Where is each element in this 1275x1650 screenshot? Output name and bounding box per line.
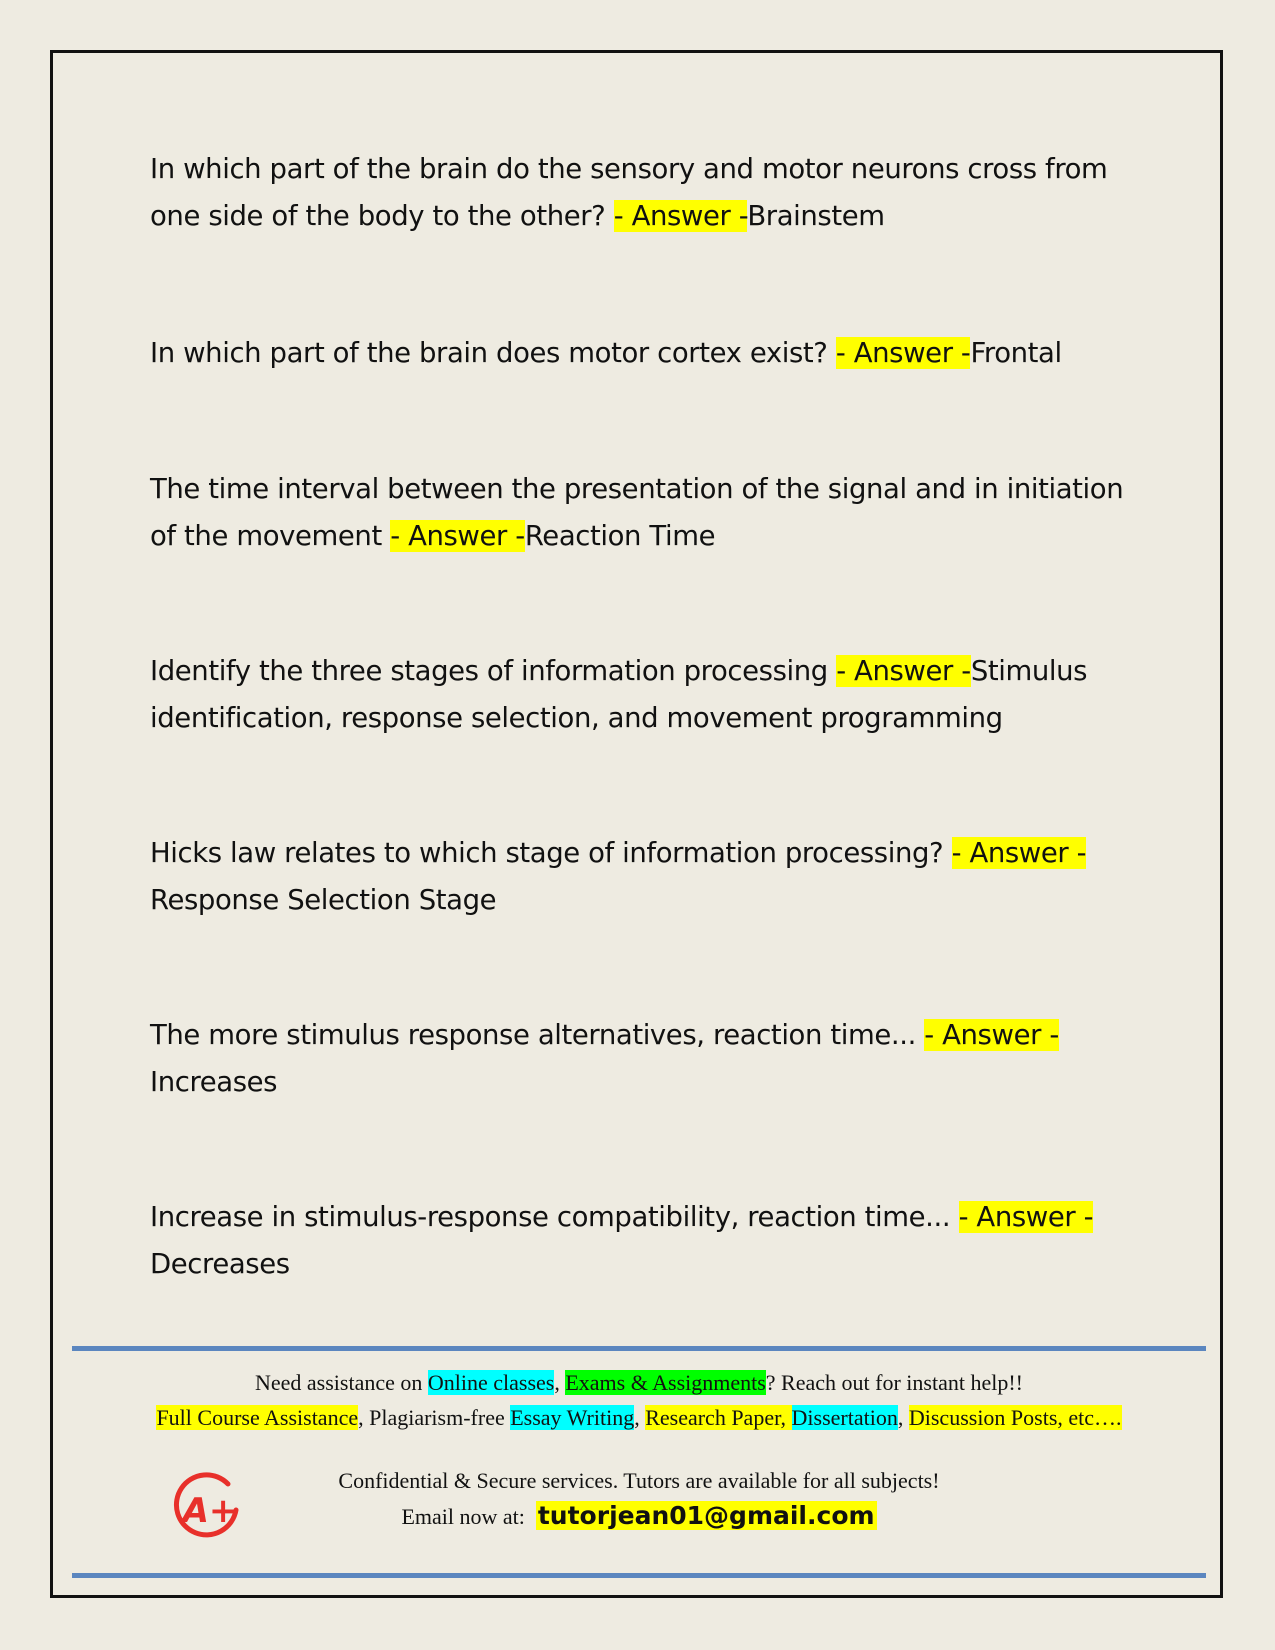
answer-marker: - Answer - — [958, 1201, 1094, 1233]
qa-item-7 — [150, 1194, 1130, 1288]
qa-item-5 — [150, 830, 1130, 924]
research-paper-highlight: Research Paper, — [645, 1405, 792, 1430]
answer-marker: - Answer - — [613, 200, 748, 232]
qa-item-3 — [150, 466, 1130, 560]
answer-marker: - Answer - — [390, 520, 525, 552]
footer-bottom-rule — [72, 1573, 1206, 1578]
answer-marker: - Answer - — [835, 337, 971, 369]
footer-top-rule — [72, 1346, 1206, 1351]
exams-assignments-highlight: Exams & Assignments — [565, 1370, 766, 1395]
dissertation-highlight: Dissertation — [791, 1405, 898, 1430]
discussion-posts-highlight: Discussion Posts, etc…. — [908, 1405, 1122, 1430]
answer-text: Stimulus identification, response selection, and movement programming — [150, 655, 1088, 734]
confidential-text: Confidential & Secure services. Tutors are available for all subjects! — [338, 1468, 940, 1493]
footer-line-2 — [72, 1403, 1206, 1433]
footer-text: ? Reach out for instant help!! — [765, 1370, 1023, 1395]
answer-text: Increases — [150, 1066, 278, 1098]
question-text: Hicks law relates to which stage of information processing? — [150, 837, 944, 869]
answer-marker: - Answer - — [924, 1019, 1059, 1051]
qa-item-2 — [150, 330, 1130, 377]
qa-item-6 — [150, 1012, 1130, 1106]
answer-text: Brainstem — [747, 200, 885, 232]
question-text: The time interval between the presentation of the signal and in initiation of the movement — [150, 473, 1124, 552]
footer-line-3 — [72, 1466, 1206, 1496]
email-label: Email now at: — [401, 1504, 525, 1529]
email-link[interactable]: tutorjean01@gmail.com — [537, 1501, 875, 1530]
page-border — [50, 50, 1223, 1598]
full-course-highlight: Full Course Assistance — [156, 1405, 359, 1430]
online-classes-highlight: Online classes — [427, 1370, 555, 1395]
answer-text: Decreases — [150, 1248, 290, 1280]
footer-text: , — [554, 1370, 566, 1395]
question-text: Increase in stimulus-response compatibility, reaction time... — [150, 1201, 951, 1233]
footer-text: , — [634, 1405, 646, 1430]
footer-line-1 — [72, 1368, 1206, 1398]
answer-marker: - Answer - — [836, 655, 971, 687]
answer-text: Frontal — [970, 337, 1062, 369]
question-text: The more stimulus response alternatives, reaction time... — [150, 1019, 916, 1051]
answer-text: Reaction Time — [524, 520, 716, 552]
logo-text: A+ — [182, 1491, 238, 1531]
answer-text: Response Selection Stage — [150, 884, 497, 916]
footer-email-line — [72, 1500, 1206, 1533]
question-text: Identify the three stages of information processing — [150, 655, 828, 687]
essay-writing-highlight: Essay Writing — [510, 1405, 635, 1430]
footer-text: , — [897, 1405, 909, 1430]
question-text: In which part of the brain do the sensory and motor neurons cross from one side of the body to the other? — [150, 153, 1108, 232]
question-text: In which part of the brain does motor cortex exist? — [150, 337, 828, 369]
footer-text: Need assistance on — [254, 1370, 428, 1395]
qa-item-4 — [150, 648, 1130, 742]
qa-item-1 — [150, 146, 1130, 240]
footer-text: , Plagiarism-free — [358, 1405, 511, 1430]
answer-marker: - Answer - — [951, 837, 1087, 869]
